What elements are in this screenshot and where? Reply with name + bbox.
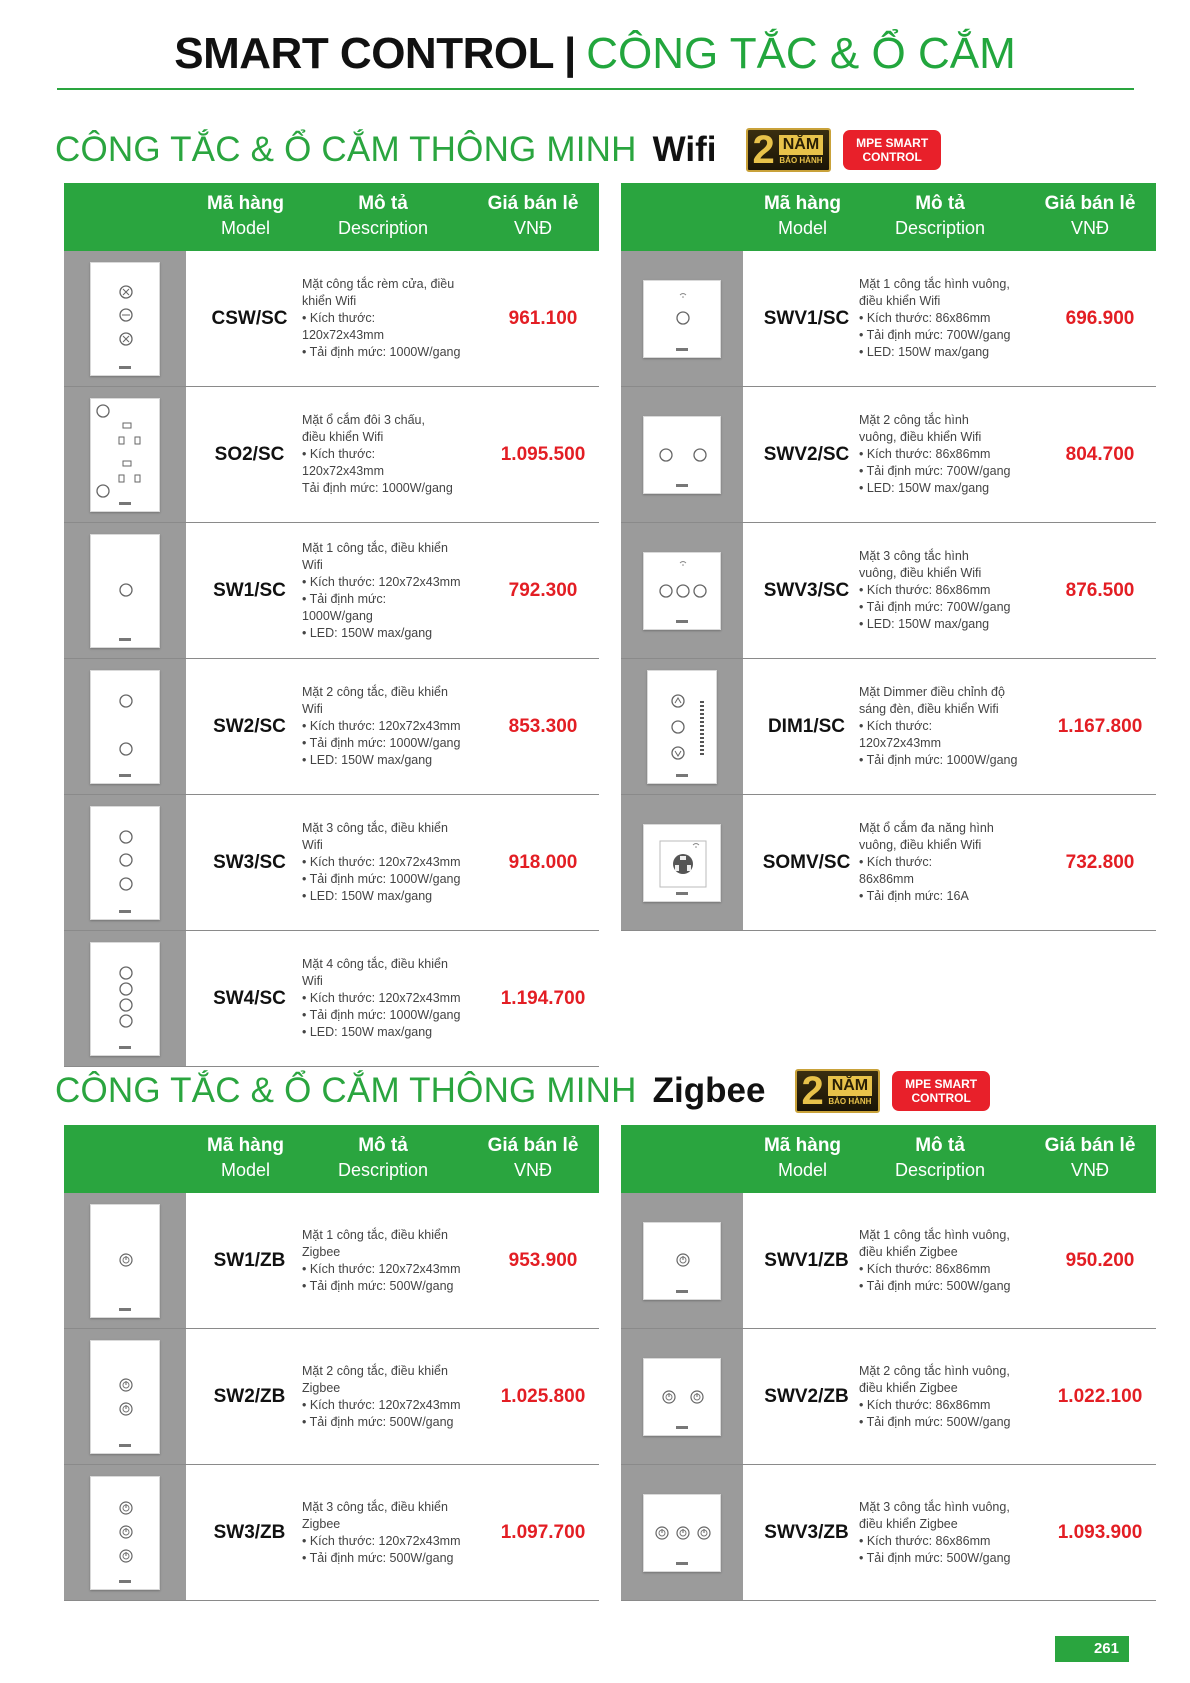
product-description	[859, 659, 1044, 794]
product-description	[302, 1193, 487, 1328]
description-line: • Tải định mức: 700W/gang	[859, 600, 1011, 614]
description-line: • Tải định mức: 700W/gang	[859, 464, 1011, 478]
product-price: 1.167.800	[1057, 715, 1143, 737]
brand-logo	[119, 502, 131, 505]
header-price: Giá bán lẻ VNĐ	[487, 193, 579, 238]
warranty-years: 2	[801, 1069, 824, 1113]
description-line: • Tải định mức: 500W/gang	[302, 1278, 454, 1293]
warranty-years: 2	[752, 128, 775, 172]
header-model: Mã hàng Model	[206, 193, 285, 238]
product-image	[643, 1358, 721, 1436]
description-line: • Tải định mức: 1000W/gang	[302, 872, 461, 886]
table-row	[64, 523, 599, 659]
switch-plate-icon	[91, 807, 161, 921]
product-image-cell	[64, 1465, 186, 1600]
description-line: điều khiển Wifi	[302, 430, 384, 444]
product-model: CSW/SC	[211, 307, 288, 329]
description-line: • Tải định mức: 1000W/gang	[302, 736, 461, 750]
section-tech-label: Zigbee	[652, 1071, 766, 1110]
section-heading-zigbee	[55, 1069, 990, 1113]
table-row	[64, 931, 599, 1067]
mpe-badge-line1: MPE SMART	[856, 136, 929, 150]
table-row	[64, 1465, 599, 1601]
product-description	[859, 251, 1044, 386]
description-line: Mặt ổ cắm đa năng hình	[859, 821, 994, 835]
product-image	[643, 1494, 721, 1572]
header-description: Mô tả Description	[337, 1135, 429, 1180]
table-row	[621, 659, 1156, 795]
description-line: • Kích thước: 120x72x43mm	[302, 719, 461, 733]
description-line: • Kích thước: 86x86mm	[859, 1397, 991, 1412]
description-line: Zigbee	[302, 1244, 341, 1259]
description-line: • LED: 150W max/gang	[302, 625, 433, 640]
product-price: 1.093.900	[1057, 1521, 1143, 1543]
description-line: • Kích thước:	[302, 311, 376, 325]
product-price: 732.800	[1065, 851, 1135, 873]
product-model: SWV1/ZB	[764, 1249, 849, 1271]
product-model: SO2/SC	[214, 443, 285, 465]
product-image-cell	[64, 931, 186, 1066]
product-price: 876.500	[1065, 579, 1135, 601]
description-line: vuông, điều khiển Wifi	[859, 838, 982, 852]
product-description	[859, 795, 1044, 930]
table-row	[64, 251, 599, 387]
description-line: • Kích thước:	[859, 855, 933, 869]
product-description	[302, 387, 487, 522]
description-line: • Tải định mức: 500W/gang	[859, 1278, 1011, 1293]
product-image	[90, 1476, 160, 1590]
product-image-cell	[621, 251, 743, 386]
product-model: SWV2/ZB	[764, 1385, 849, 1407]
table-row	[621, 795, 1156, 931]
description-line: Mặt 1 công tắc hình vuông,	[859, 1227, 1010, 1242]
description-line: Zigbee	[302, 1516, 341, 1531]
product-description	[302, 251, 487, 386]
product-model: SWV3/SC	[763, 579, 850, 601]
brand-logo	[676, 1562, 688, 1565]
product-price: 792.300	[508, 579, 578, 601]
product-description	[859, 1329, 1044, 1464]
description-line: • LED: 150W max/gang	[859, 617, 990, 631]
description-line: • Tải định mức: 500W/gang	[302, 1414, 454, 1429]
product-model: SW1/ZB	[213, 1249, 286, 1271]
description-line: 120x72x43mm	[302, 328, 384, 342]
description-line: • Kích thước: 120x72x43mm	[302, 855, 461, 869]
description-line: • Kích thước: 86x86mm	[859, 1261, 991, 1276]
description-line: • Kích thước: 86x86mm	[859, 447, 991, 461]
mpe-smart-control-badge	[843, 130, 941, 170]
product-image	[643, 416, 721, 494]
product-model: SW2/ZB	[213, 1385, 286, 1407]
page-title-separator: |	[563, 29, 577, 78]
table-header	[64, 183, 599, 251]
switch-plate-icon	[91, 1477, 161, 1591]
warranty-nam: NĂM	[828, 1076, 872, 1096]
switch-plate-icon	[91, 943, 161, 1057]
description-line: Zigbee	[302, 1380, 341, 1395]
table-header	[621, 1125, 1156, 1193]
description-line: • LED: 150W max/gang	[859, 345, 990, 359]
product-model: SWV2/SC	[763, 443, 850, 465]
product-image	[90, 670, 160, 784]
description-line: • LED: 150W max/gang	[302, 753, 433, 767]
switch-plate-icon	[91, 399, 161, 513]
table-row	[64, 387, 599, 523]
product-price: 1.095.500	[500, 443, 586, 465]
description-line: • LED: 150W max/gang	[302, 889, 433, 903]
header-model: Mã hàng Model	[763, 1135, 842, 1180]
section-heading-wifi	[55, 128, 941, 172]
description-line: • Kích thước: 120x72x43mm	[302, 1261, 461, 1276]
product-model: SW2/SC	[213, 715, 286, 737]
table-row	[621, 1329, 1156, 1465]
description-line: điều khiển Zigbee	[859, 1516, 958, 1531]
description-line: Wifi	[302, 557, 323, 572]
product-image-cell	[621, 523, 743, 658]
description-line: • Kích thước: 86x86mm	[859, 583, 991, 597]
product-image-cell	[621, 1193, 743, 1328]
description-line: • Kích thước: 120x72x43mm	[302, 1533, 461, 1548]
product-image	[643, 824, 721, 902]
description-line: vuông, điều khiển Wifi	[859, 430, 982, 444]
product-price: 918.000	[508, 851, 578, 873]
brand-logo	[119, 1444, 131, 1447]
title-divider	[57, 88, 1134, 90]
switch-plate-icon	[91, 535, 161, 649]
description-line: Mặt 2 công tắc hình	[859, 413, 969, 427]
product-image-cell	[621, 1329, 743, 1464]
product-price: 950.200	[1065, 1249, 1135, 1271]
description-line: Mặt 1 công tắc, điều khiển	[302, 540, 448, 555]
description-line: Mặt 3 công tắc hình	[859, 549, 969, 563]
description-line: Wifi	[302, 974, 323, 988]
brand-logo	[676, 348, 688, 351]
product-image-cell	[64, 795, 186, 930]
product-image	[90, 534, 160, 648]
header-price: Giá bán lẻ VNĐ	[487, 1135, 579, 1180]
product-description	[859, 523, 1044, 658]
product-model: SOMV/SC	[762, 851, 851, 873]
product-price: 696.900	[1065, 307, 1135, 329]
page-number: 261	[1055, 1636, 1129, 1662]
product-image-cell	[64, 659, 186, 794]
product-description	[302, 523, 487, 658]
product-image	[90, 1204, 160, 1318]
page-title	[0, 28, 1190, 80]
product-image	[643, 280, 721, 358]
description-line: Mặt 2 công tắc, điều khiển	[302, 1363, 448, 1378]
price-table-zigbee-right	[621, 1125, 1156, 1601]
product-model: SW3/ZB	[213, 1521, 286, 1543]
product-image-cell	[64, 387, 186, 522]
product-image	[90, 398, 160, 512]
mpe-badge-line2: CONTROL	[911, 1091, 971, 1105]
product-image	[90, 806, 160, 920]
table-row	[621, 1465, 1156, 1601]
description-line: Mặt 3 công tắc, điều khiển	[302, 821, 448, 835]
mpe-badge-line2: CONTROL	[862, 150, 922, 164]
product-price: 1.097.700	[500, 1521, 586, 1543]
table-header	[621, 183, 1156, 251]
brand-logo	[119, 910, 131, 913]
product-description	[302, 1329, 487, 1464]
product-description	[302, 931, 487, 1066]
description-line: điều khiển Wifi	[859, 294, 941, 308]
description-line: • Tải định mức: 500W/gang	[859, 1550, 1011, 1565]
description-line: • Kích thước: 120x72x43mm	[302, 1397, 461, 1412]
description-line: vuông, điều khiển Wifi	[859, 566, 982, 580]
product-price: 953.900	[508, 1249, 578, 1271]
switch-plate-icon	[91, 263, 161, 377]
brand-logo	[676, 620, 688, 623]
product-price: 1.194.700	[500, 987, 586, 1009]
description-line: Mặt 2 công tắc hình vuông,	[859, 1363, 1010, 1378]
switch-plate-icon	[91, 1205, 161, 1319]
description-line: • Tải định mức: 1000W/gang	[302, 1008, 461, 1022]
product-price: 1.025.800	[500, 1385, 586, 1407]
description-line: Mặt 2 công tắc, điều khiển	[302, 685, 448, 699]
switch-plate-icon	[91, 671, 161, 785]
price-table-wifi-right	[621, 183, 1156, 931]
description-line: • Kích thước: 120x72x43mm	[302, 991, 461, 1005]
product-description	[302, 659, 487, 794]
description-line: 120x72x43mm	[302, 464, 384, 478]
description-line: Mặt 3 công tắc hình vuông,	[859, 1499, 1010, 1514]
description-line: • Kích thước:	[302, 447, 376, 461]
description-line: • Kích thước: 86x86mm	[859, 311, 991, 325]
product-model: SWV3/ZB	[764, 1521, 849, 1543]
table-row	[64, 795, 599, 931]
description-line: khiển Wifi	[302, 294, 357, 308]
description-line: Mặt ổ cắm đôi 3 chấu,	[302, 413, 425, 427]
warranty-badge	[746, 128, 831, 172]
description-line: Mặt 3 công tắc, điều khiển	[302, 1499, 448, 1514]
description-line: • Kích thước: 86x86mm	[859, 1533, 991, 1548]
description-line: Mặt công tắc rèm cửa, điều	[302, 277, 455, 291]
product-price: 804.700	[1065, 443, 1135, 465]
warranty-badge	[795, 1069, 880, 1113]
product-price: 961.100	[508, 307, 578, 329]
warranty-label: BẢO HÀNH	[828, 1096, 872, 1106]
brand-logo	[676, 774, 688, 777]
description-line: Wifi	[302, 702, 323, 716]
description-line: • Kích thước: 120x72x43mm	[302, 574, 461, 589]
brand-logo	[119, 774, 131, 777]
description-line: • Tải định mức: 500W/gang	[859, 1414, 1011, 1429]
product-image	[90, 1340, 160, 1454]
product-model: SW1/SC	[213, 579, 286, 601]
product-image	[90, 942, 160, 1056]
brand-logo	[119, 366, 131, 369]
description-line: Mặt 4 công tắc, điều khiển	[302, 957, 448, 971]
table-row	[621, 387, 1156, 523]
brand-logo	[676, 1426, 688, 1429]
description-line: • Tải định mức: 1000W/gang	[859, 753, 1018, 767]
description-line: điều khiển Zigbee	[859, 1244, 958, 1259]
description-line: 86x86mm	[859, 872, 914, 886]
section-tech-label: Wifi	[652, 130, 717, 169]
description-line: Tải định mức: 1000W/gang	[302, 481, 453, 495]
description-line: Wifi	[302, 838, 323, 852]
description-line: Mặt Dimmer điều chỉnh độ	[859, 685, 1005, 699]
product-image	[90, 262, 160, 376]
page-title-green: CÔNG TẮC & Ổ CẮM	[586, 29, 1016, 78]
product-description	[302, 795, 487, 930]
product-image	[643, 552, 721, 630]
header-price: Giá bán lẻ VNĐ	[1044, 193, 1136, 238]
table-row	[621, 251, 1156, 387]
description-line: • Tải định mức: 700W/gang	[859, 328, 1011, 342]
header-price: Giá bán lẻ VNĐ	[1044, 1135, 1136, 1180]
description-line: • LED: 150W max/gang	[302, 1025, 433, 1039]
table-row	[621, 523, 1156, 659]
warranty-label: BẢO HÀNH	[779, 155, 823, 165]
table-row	[64, 1193, 599, 1329]
description-line: Mặt 1 công tắc hình vuông,	[859, 277, 1010, 291]
brand-logo	[119, 1046, 131, 1049]
mpe-badge-line1: MPE SMART	[905, 1077, 978, 1091]
product-image-cell	[621, 387, 743, 522]
table-row	[64, 659, 599, 795]
product-description	[859, 1465, 1044, 1600]
description-line: • Tải định mức:	[302, 591, 387, 606]
description-line: • Tải định mức: 16A	[859, 889, 969, 903]
switch-plate-icon	[648, 671, 718, 785]
description-line: 1000W/gang	[302, 608, 373, 623]
product-image	[647, 670, 717, 784]
description-line: sáng đèn, điều khiển Wifi	[859, 702, 999, 716]
table-row	[64, 1329, 599, 1465]
description-line: điều khiển Zigbee	[859, 1380, 958, 1395]
brand-logo	[676, 892, 688, 895]
warranty-nam: NĂM	[779, 135, 823, 155]
product-price: 1.022.100	[1057, 1385, 1143, 1407]
description-line: • LED: 150W max/gang	[859, 481, 990, 495]
price-table-zigbee-left	[64, 1125, 599, 1601]
product-image-cell	[621, 1465, 743, 1600]
mpe-smart-control-badge	[892, 1071, 990, 1111]
brand-logo	[676, 484, 688, 487]
brand-logo	[119, 1580, 131, 1583]
product-image-cell	[621, 795, 743, 930]
brand-logo	[119, 638, 131, 641]
product-description	[859, 387, 1044, 522]
section-title: CÔNG TẮC & Ổ CẮM THÔNG MINH	[55, 1071, 637, 1110]
product-image	[643, 1222, 721, 1300]
table-header	[64, 1125, 599, 1193]
description-line: 120x72x43mm	[859, 736, 941, 750]
section-title: CÔNG TẮC & Ổ CẮM THÔNG MINH	[55, 130, 637, 169]
table-row	[621, 1193, 1156, 1329]
product-description	[859, 1193, 1044, 1328]
product-image-cell	[64, 1329, 186, 1464]
brand-logo	[676, 1290, 688, 1293]
price-table-wifi-left	[64, 183, 599, 1067]
product-model: DIM1/SC	[767, 715, 846, 737]
switch-plate-icon	[91, 1341, 161, 1455]
header-model: Mã hàng Model	[763, 193, 842, 238]
header-description: Mô tả Description	[894, 193, 986, 238]
header-model: Mã hàng Model	[206, 1135, 285, 1180]
brand-logo	[119, 1308, 131, 1311]
product-model: SW4/SC	[213, 987, 286, 1009]
page-title-bold: SMART CONTROL	[174, 29, 554, 78]
product-image-cell	[621, 659, 743, 794]
product-model: SW3/SC	[213, 851, 286, 873]
product-image-cell	[64, 1193, 186, 1328]
description-line: Mặt 1 công tắc, điều khiển	[302, 1227, 448, 1242]
product-description	[302, 1465, 487, 1600]
description-line: • Kích thước:	[859, 719, 933, 733]
description-line: • Tải định mức: 1000W/gang	[302, 345, 461, 359]
header-description: Mô tả Description	[894, 1135, 986, 1180]
description-line: • Tải định mức: 500W/gang	[302, 1550, 454, 1565]
product-image-cell	[64, 251, 186, 386]
product-image-cell	[64, 523, 186, 658]
header-description: Mô tả Description	[337, 193, 429, 238]
product-price: 853.300	[508, 715, 578, 737]
product-model: SWV1/SC	[763, 307, 850, 329]
